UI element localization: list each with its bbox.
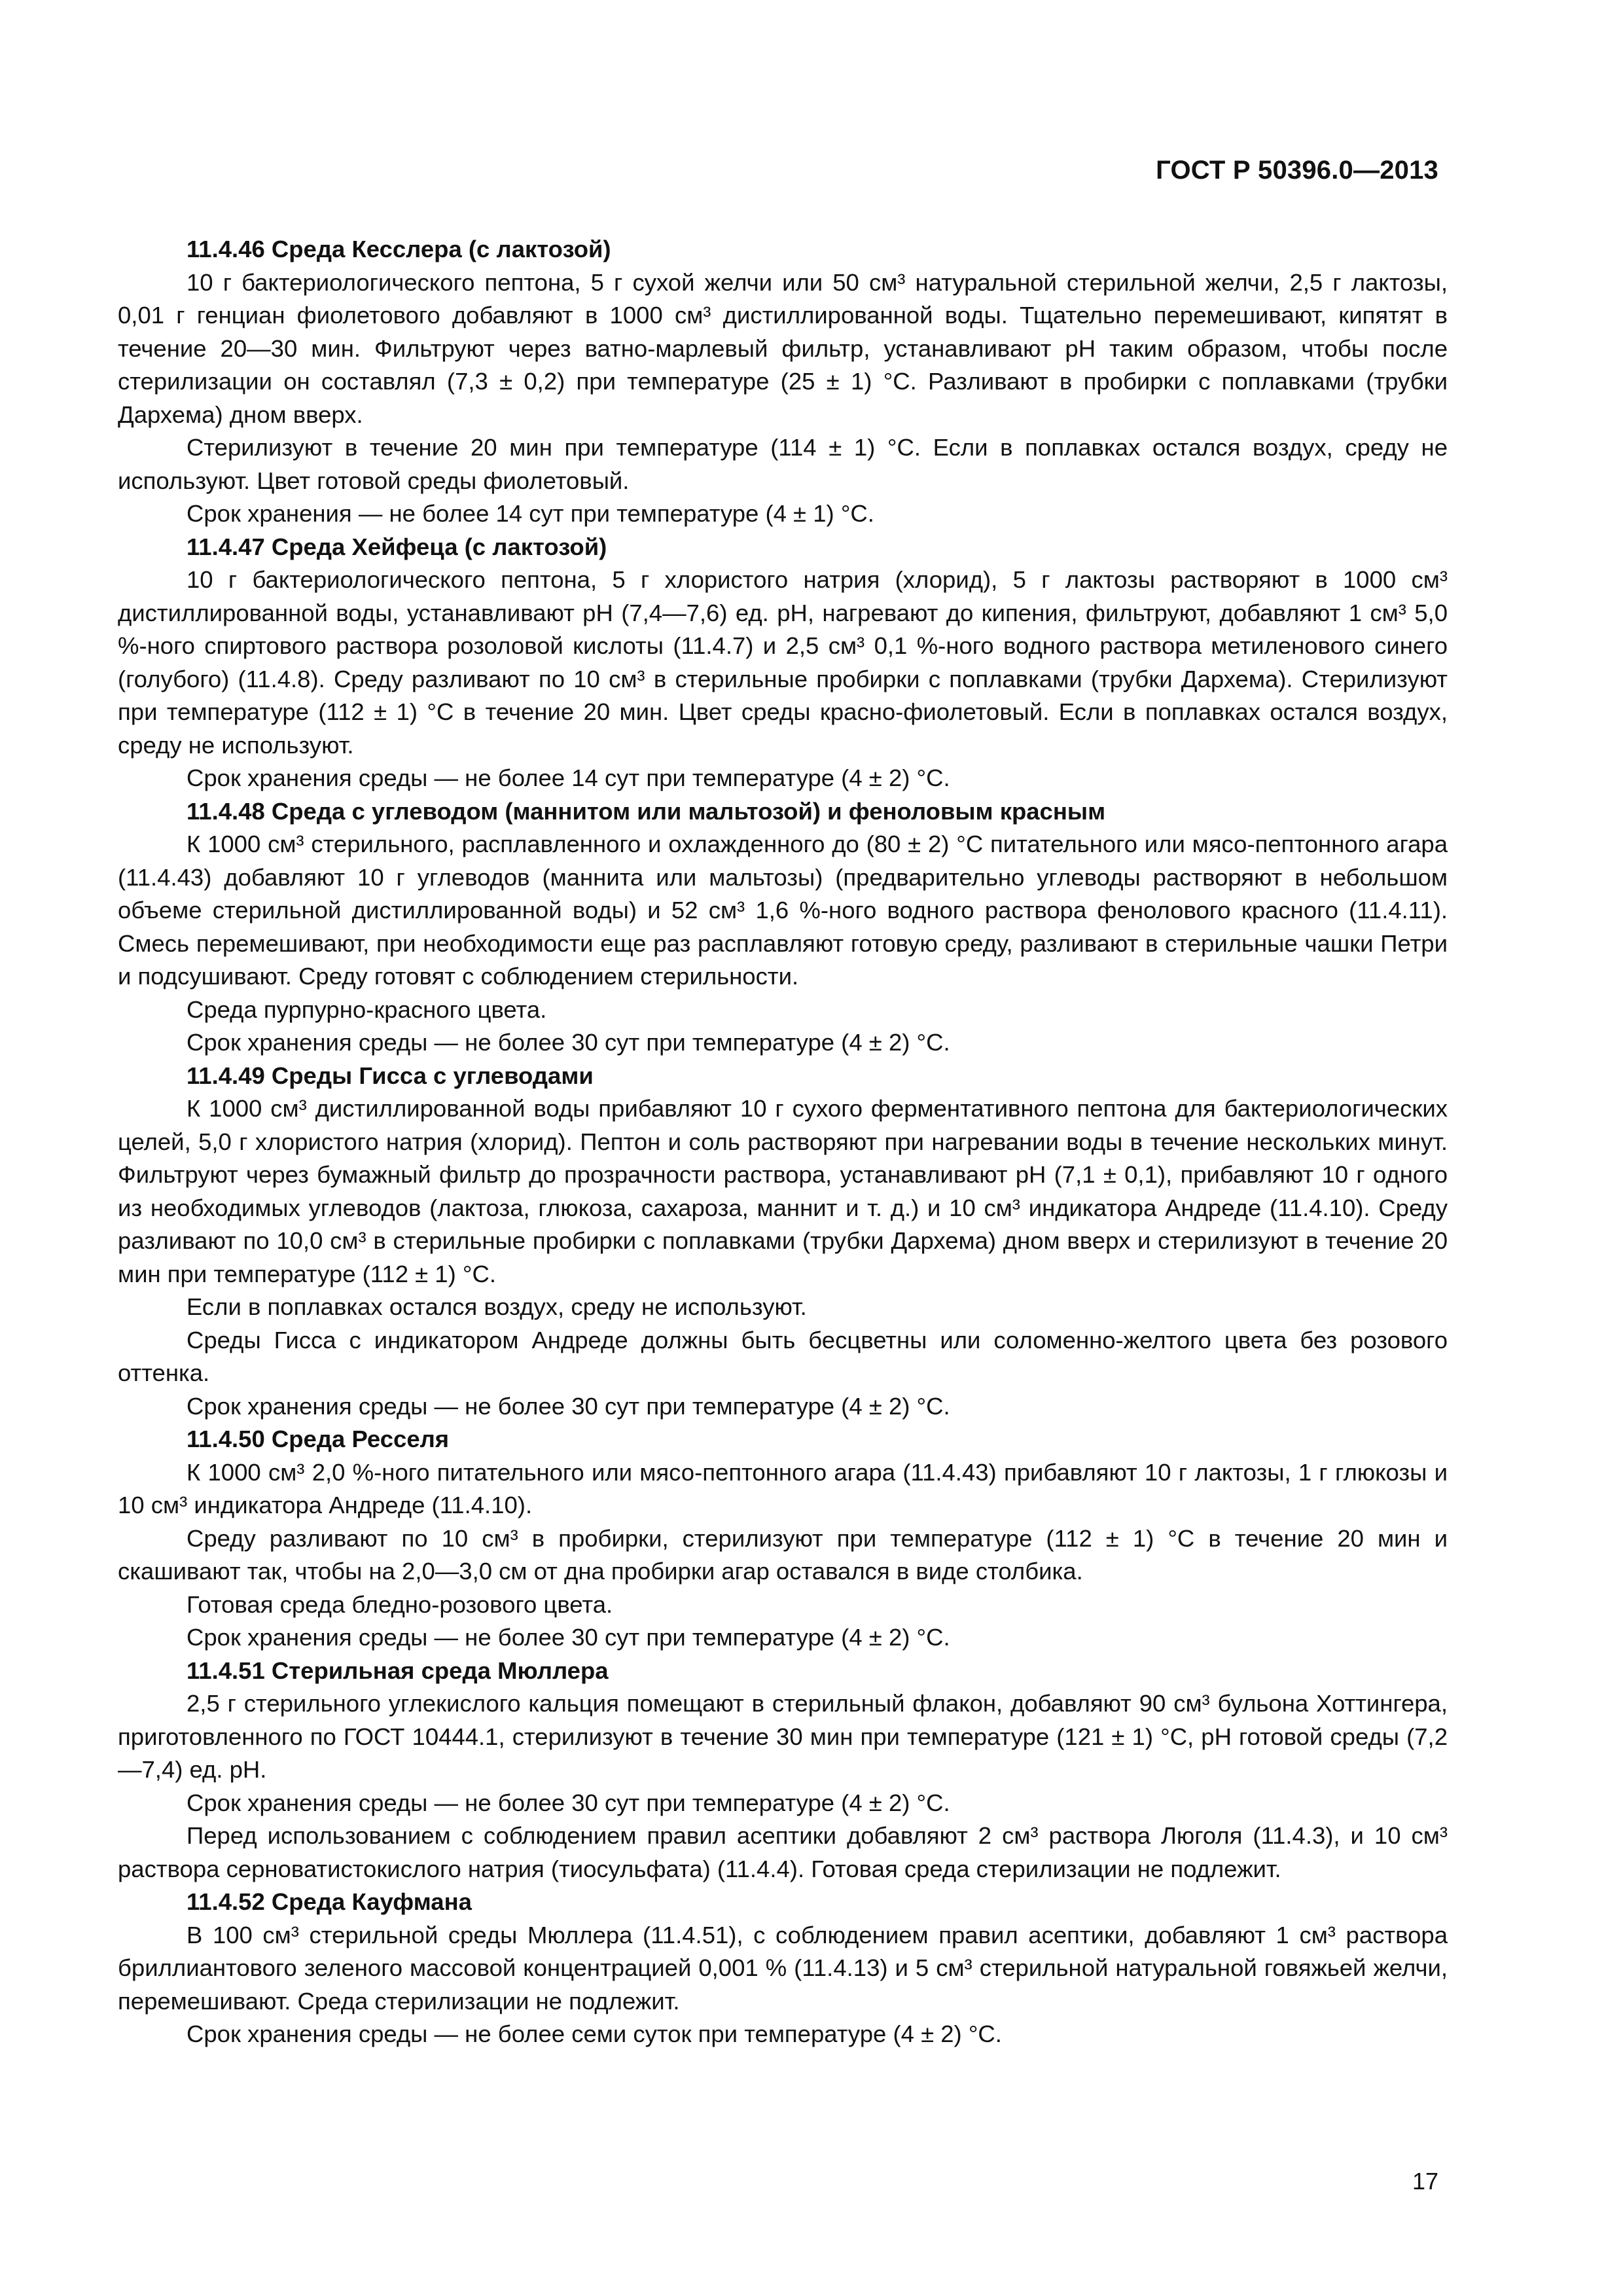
paragraph: К 1000 см³ стерильного, расплавленного и охлажденного до (80 ± 2) °С питательного или мясо-пептонного агара (11.4.43) добавляют 10 г углеводов (маннита или мальтозы) (предварительно углеводы растворяют в небольшом объеме стерильной дистиллированной воды) и 52 см³ 1,6 %-ного водного раствора фенолового красного (11.4.11). Смесь перемешивают, при необходимости еще раз расплавляют готовую среду, разливают в стерильные чашки Петри и подсушивают. Среду готовят с соблюдением стерильности. [118,831,1448,990]
paragraph: 10 г бактериологического пептона, 5 г хлористого натрия (хлорид), 5 г лактозы растворяют в 1000 см³ дистиллированной воды, устанавливают рН (7,4—7,6) ед. рН, нагревают до кипения, фильтруют, добавляют 1 см³ 5,0 %-ного спиртового раствора розоловой кислоты (11.4.7) и 2,5 см³ 0,1 %-ного водного раствора метиленового синего (голубого) (11.4.8). Среду разливают по 10 см³ в стерильные пробирки с поплавками (трубки Дархема). Стерилизуют при температуре (112 ± 1) °С в течение 20 мин. Цвет среды красно-фиолетовый. Если в поплавках остался воздух, среду не используют. [118,566,1448,759]
paragraph: Среды Гисса с индикатором Андреде должны быть бесцветны или соломенно-желтого цвета без розового оттенка. [118,1326,1448,1386]
section-heading: 11.4.50 Среда Ресселя [187,1426,450,1452]
paragraph: 2,5 г стерильного углекислого кальция помещают в стерильный флакон, добавляют 90 см³ бульона Хоттингера, приготовленного по ГОСТ 10444.1, стерилизуют в течение 30 мин при температуре (121 ± 1) °С, рН готовой среды (7,2—7,4) ед. рН. [118,1690,1448,1783]
section-heading: 11.4.52 Среда Кауфмана [187,1888,472,1915]
paragraph: В 100 см³ стерильной среды Мюллера (11.4.51), с соблюдением правил асептики, добавляют 1 см³ раствора бриллиантового зеленого массовой концентрацией 0,001 % (11.4.13) и 5 см³ стерильной натуральной говяжьей желчи, перемешивают. Среда стерилизации не подлежит. [118,1921,1448,2015]
section-heading: 11.4.46 Среда Кесслера (с лактозой) [187,236,611,262]
paragraph: Стерилизуют в течение 20 мин при температуре (114 ± 1) °С. Если в поплавках остался воздух, среду не используют. Цвет готовой среды фиолетовый. [118,434,1448,494]
paragraph: Перед использованием с соблюдением правил асептики добавляют 2 см³ раствора Люголя (11.4.3), и 10 см³ раствора серноватистокислого натрия (тиосульфата) (11.4.4). Готовая среда стерилизации не подлежит. [118,1822,1448,1882]
paragraph: Готовая среда бледно-розового цвета. [187,1590,613,1618]
paragraph: Срок хранения среды — не более 30 сут при температуре (4 ± 2) °С. [187,1392,950,1420]
paragraph: Срок хранения среды — не более 30 сут при температуре (4 ± 2) °С. [187,1789,950,1816]
section-heading: 11.4.47 Среда Хейфеца (с лактозой) [187,533,607,560]
section-heading: 11.4.51 Стерильная среда Мюллера [187,1657,609,1684]
paragraph: Срок хранения среды — не более 30 сут при температуре (4 ± 2) °С. [187,1029,950,1056]
standard-designation: ГОСТ Р 50396.0—2013 [1156,156,1438,185]
paragraph: Срок хранения среды — не более семи суток при температуре (4 ± 2) °С. [187,2020,1002,2047]
section-heading: 11.4.49 Среды Гисса с углеводами [187,1062,594,1089]
paragraph: 10 г бактериологического пептона, 5 г сухой желчи или 50 см³ натуральной стерильной желчи, 2,5 г лактозы, 0,01 г генциан фиолетового добавляют в 1000 см³ дистиллированной воды. Тщательно перемешивают, кипятят в течение 20—30 мин. Фильтруют через ватно-марлевый фильтр, устанавливают рН таким образом, чтобы после стерилизации он составлял (7,3 ± 0,2) при температуре (25 ± 1) °С. Разливают в пробирки с поплавками (трубки Дархема) дном вверх. [118,268,1448,428]
paragraph: Срок хранения — не более 14 сут при температуре (4 ± 1) °С. [187,500,874,527]
paragraph: Среда пурпурно-красного цвета. [187,996,547,1023]
paragraph: Срок хранения среды — не более 14 сут при температуре (4 ± 2) °С. [187,764,950,791]
page-number: 17 [1412,2168,1438,2195]
paragraph: Среду разливают по 10 см³ в пробирки, стерилизуют при температуре (112 ± 1) °С в течение 20 мин и скашивают так, чтобы на 2,0—3,0 см от дна пробирки агар оставался в виде столбика. [118,1524,1448,1585]
section-heading: 11.4.48 Среда с углеводом (маннитом или мальтозой) и феноловым красным [187,797,1106,825]
paragraph: Срок хранения среды — не более 30 сут при температуре (4 ± 2) °С. [187,1624,950,1651]
paragraph: Если в поплавках остался воздух, среду не используют. [187,1293,807,1320]
paragraph: К 1000 см³ 2,0 %-ного питательного или мясо-пептонного агара (11.4.43) прибавляют 10 г лактозы, 1 г глюкозы и 10 см³ индикатора Андреде (11.4.10). [118,1458,1448,1518]
document-body [118,233,1448,2051]
paragraph: К 1000 см³ дистиллированной воды прибавляют 10 г сухого ферментативного пептона для бактериологических целей, 5,0 г хлористого натрия (хлорид). Пептон и соль растворяют при нагревании воды в течение нескольких минут. Фильтруют через бумажный фильтр до прозрачности раствора, устанавливают рН (7,1 ± 0,1), прибавляют 10 г одного из необходимых углеводов (лактоза, глюкоза, сахароза, маннит и т. д.) и 10 см³ индикатора Андреде (11.4.10). Среду разливают по 10,0 см³ в стерильные пробирки с поплавками (трубки Дархема) дном вверх и стерилизуют в течение 20 мин при температуре (112 ± 1) °С. [118,1095,1448,1287]
